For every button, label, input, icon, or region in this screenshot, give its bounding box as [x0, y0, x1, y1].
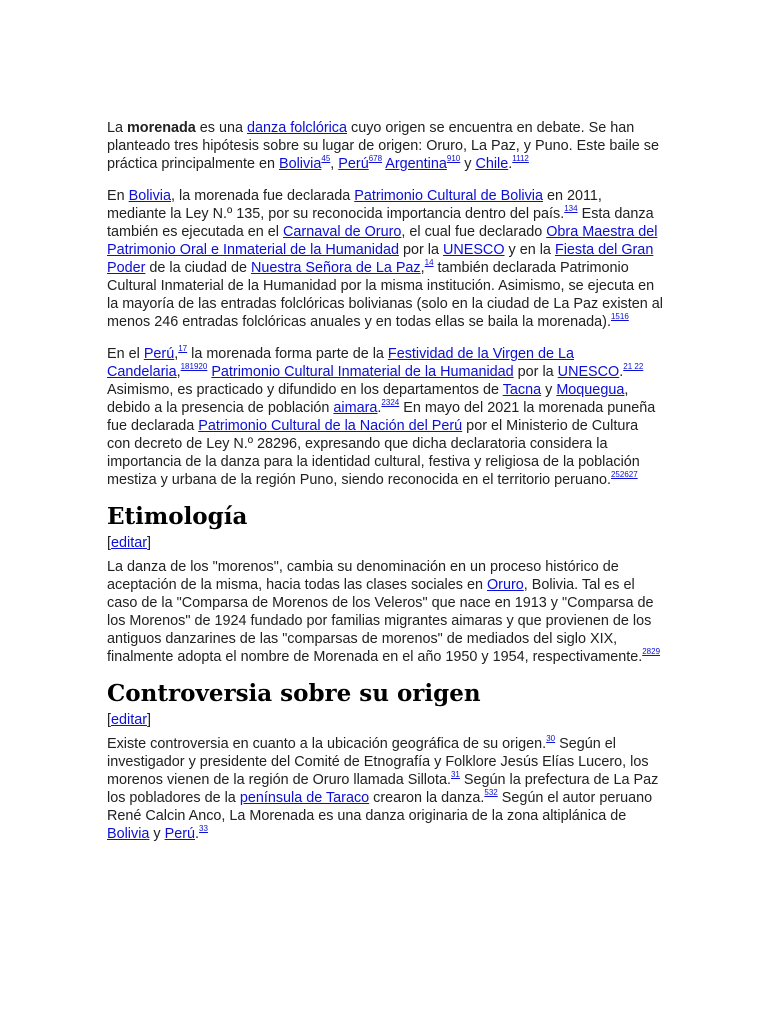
reference-link[interactable]: 252627: [610, 470, 638, 479]
text: .: [195, 826, 200, 842]
edit-section: [107, 711, 663, 729]
link-la-paz[interactable]: Nuestra Señora de La Paz: [251, 260, 421, 276]
reference: [321, 154, 330, 163]
article-body: [107, 119, 663, 857]
text: cuyo origen se encuentra en debate. Se han planteado tres hipótesis sobre su lugar de origen: Oruro, La Paz, y Puno. Este baile se práctica principalmente en: [107, 120, 659, 172]
section-heading-etimologia: Etimología: [107, 503, 248, 530]
reference: [564, 204, 577, 213]
reference-link[interactable]: 33: [199, 824, 208, 833]
text: Existe controversia en cuanto a la ubicación geográfica de su origen.: [107, 736, 547, 752]
reference-link[interactable]: 45: [321, 154, 331, 163]
reference: [181, 362, 208, 371]
link-oruro[interactable]: Oruro: [486, 577, 524, 593]
etimologia-paragraph: [107, 558, 663, 666]
reference: [546, 734, 555, 743]
text: .: [508, 156, 513, 172]
text: En mayo del 2021 la morenada puneña fue declarada: [107, 400, 656, 434]
text: y en la: [504, 242, 555, 258]
link-tacna[interactable]: Tacna: [502, 382, 542, 398]
text: .: [377, 400, 382, 416]
intro-paragraph: [107, 119, 663, 173]
reference-link[interactable]: 532: [484, 788, 498, 797]
reference-link[interactable]: 134: [564, 204, 578, 213]
reference: [512, 154, 529, 163]
text: y: [460, 156, 476, 172]
link-peru[interactable]: Perú: [338, 156, 369, 172]
text: En: [107, 188, 129, 204]
text: ,: [174, 346, 179, 362]
controversia-paragraph: [107, 735, 663, 843]
bracket: ]: [147, 712, 151, 728]
reference-link[interactable]: 678: [368, 154, 383, 163]
text: , debido a la presencia de población: [107, 382, 629, 416]
link-peru[interactable]: Perú: [143, 346, 175, 362]
text: por el Ministerio de Cultura con decreto de Ley N.º 28296, expresando que dicha declaratoria considera la importancia de la danza para la identidad cultural, festiva y religiosa de la población mestiza y urbana de la región Puno, siendo reconocida en el territorio peruano.: [107, 418, 640, 488]
link-patrimonio-cultural-bolivia[interactable]: Patrimonio Cultural de Bolivia: [354, 188, 543, 204]
text: y: [149, 826, 165, 842]
reference-link[interactable]: 17: [178, 344, 188, 353]
peru-paragraph: [107, 345, 663, 489]
text: , el cual fue declarado: [401, 224, 547, 240]
reference-link[interactable]: 910: [446, 154, 461, 163]
text: , Bolivia. Tal es el caso de la "Comparsa de Morenos de los Veleros" que nace en 1913 y "Comparsa de los Morenos" de 1924 fundado por familias migrantes aimaras y que provienen de los antiguos danzarines de las "comparsas de morenos" de mediados del siglo XIX, finalmente adopta el nombre de Morenada en el año 1950 y 1954, respectivamente.: [107, 577, 654, 665]
text: La danza de los "morenos", cambia su denominación en un proceso histórico de aceptación de la misma, hacia todas las clases sociales en: [107, 559, 619, 593]
link-bolivia[interactable]: Bolivia: [107, 826, 150, 842]
text: Esta danza también es ejecutada en el: [107, 206, 654, 240]
text: Según el investigador y presidente del Comité de Etnografía y Folklore Jesús Elías Lucero, los morenos vienen de la región de Oruro llamada Sillota.: [107, 736, 649, 788]
link-festividad-candelaria[interactable]: Festividad de la Virgen de La Candelaria: [107, 346, 575, 380]
bold-term: morenada: [127, 120, 196, 136]
bracket: ]: [147, 535, 151, 551]
text: en 2011, mediante la Ley N.º 135, por su reconocida importancia dentro del país.: [107, 188, 602, 222]
reference: [381, 398, 399, 407]
text: En el: [107, 346, 144, 362]
link-chile[interactable]: Chile: [475, 156, 509, 172]
text: y: [541, 382, 557, 398]
text: de la ciudad de: [145, 260, 252, 276]
link-moquegua[interactable]: Moquegua: [556, 382, 625, 398]
reference: [447, 154, 460, 163]
text: es una: [195, 120, 248, 136]
reference: [178, 344, 187, 353]
reference: [369, 154, 382, 163]
reference: [642, 647, 660, 656]
link-bolivia[interactable]: Bolivia: [128, 188, 172, 204]
bracket: [: [107, 712, 111, 728]
edit-section: [107, 534, 663, 552]
text: Según la prefectura de La Paz los pobladores de la: [107, 772, 659, 806]
text: por la: [513, 364, 558, 380]
reference: [451, 770, 460, 779]
text: La: [107, 120, 128, 136]
reference-link[interactable]: 31: [450, 770, 460, 779]
link-unesco[interactable]: UNESCO: [557, 364, 620, 380]
link-carnaval-oruro[interactable]: Carnaval de Oruro: [283, 224, 402, 240]
text: , la morenada fue declarada: [171, 188, 355, 204]
link-bolivia[interactable]: Bolivia: [278, 156, 322, 172]
reference-link[interactable]: 2324: [381, 398, 400, 407]
reference-link[interactable]: 1112: [512, 154, 529, 163]
text: ,: [176, 364, 181, 380]
link-peninsula-taraco[interactable]: península de Taraco: [239, 790, 370, 806]
edit-link[interactable]: editar: [111, 712, 147, 728]
link-fiesta-gran-poder[interactable]: Fiesta del Gran Poder: [107, 242, 654, 276]
reference: [425, 258, 434, 267]
reference-link[interactable]: 181920: [180, 362, 208, 371]
bracket: [: [107, 535, 111, 551]
section-heading-controversia: Controversia sobre su origen: [107, 680, 481, 707]
reference: [199, 824, 208, 833]
reference-link[interactable]: 2829: [642, 647, 661, 656]
reference: [484, 788, 497, 797]
reference: [611, 470, 638, 479]
text: por la: [398, 242, 443, 258]
reference-link[interactable]: 14: [424, 258, 434, 267]
reference: [611, 312, 629, 321]
text: la morenada forma parte de la: [187, 346, 388, 362]
bolivia-paragraph: [107, 187, 663, 331]
reference: [623, 362, 643, 371]
link-aimara[interactable]: aimara: [333, 400, 378, 416]
link-danza-folclorica[interactable]: danza folclórica: [247, 120, 348, 136]
link-peru[interactable]: Perú: [164, 826, 196, 842]
link-unesco[interactable]: UNESCO: [442, 242, 505, 258]
text: también declarada Patrimonio Cultural Inmaterial de la Humanidad por la misma institución. Asimismo, se ejecuta en la mayoría de las entradas folclóricas bolivianas (solo en la ciudad de La Paz existen al menos 246 entradas folclóricas anuales y en todas ellas se baila la morenada).: [107, 260, 663, 330]
text: .: [619, 364, 624, 380]
text: Asimismo, es practicado y difundido en los departamentos de: [107, 382, 503, 398]
text: ,: [420, 260, 425, 276]
reference-link[interactable]: 30: [546, 734, 556, 743]
reference-link[interactable]: 1516: [610, 312, 629, 321]
link-patrimonio-nacion-peru[interactable]: Patrimonio Cultural de la Nación del Perú: [198, 418, 463, 434]
link-argentina[interactable]: Argentina: [385, 156, 447, 172]
edit-link[interactable]: editar: [111, 535, 147, 551]
text: Según el autor peruano René Calcin Anco, La Morenada es una danza originaria de la zona altiplánica de: [107, 790, 653, 824]
text: crearon la danza.: [369, 790, 485, 806]
text: ,: [330, 156, 339, 172]
reference-link[interactable]: 21 22: [623, 362, 644, 371]
link-obra-maestra[interactable]: Obra Maestra del Patrimonio Oral e Inmaterial de la Humanidad: [107, 224, 658, 258]
link-patrimonio-inmaterial[interactable]: Patrimonio Cultural Inmaterial de la Humanidad: [211, 364, 514, 380]
